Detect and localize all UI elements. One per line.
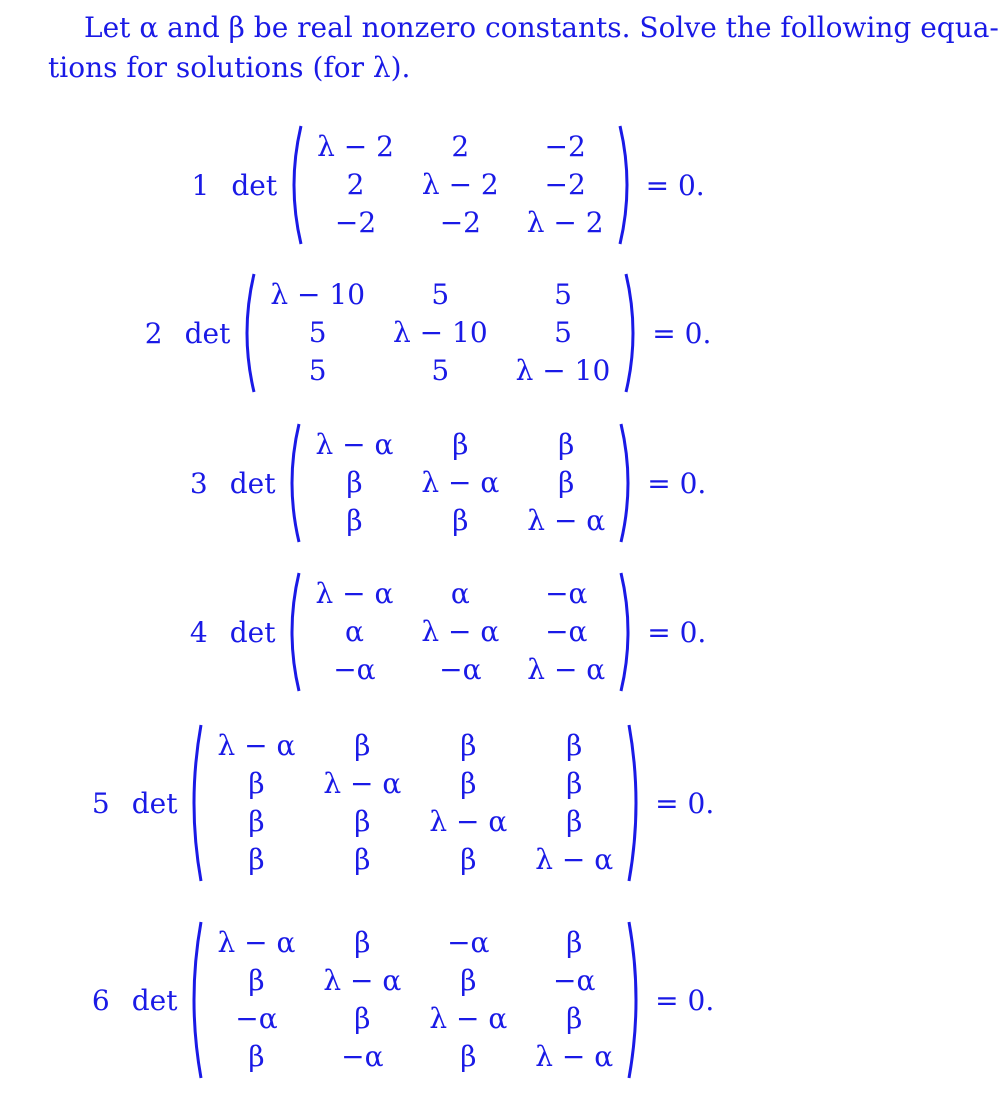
matrix-row	[301, 651, 619, 689]
problem-number: 5	[91, 786, 110, 820]
matrix-entry: λ − α	[315, 577, 394, 610]
matrix-entry: −α	[447, 926, 490, 959]
matrix-entry: β	[558, 466, 575, 499]
matrix-row	[203, 1038, 627, 1076]
matrix-entry: λ − α	[421, 615, 500, 648]
matrix	[256, 276, 624, 390]
matrix-entry: β	[452, 504, 469, 537]
intro-paragraph	[48, 8, 999, 88]
matrix-entry: β	[460, 964, 477, 997]
matrix-entry: β	[346, 504, 363, 537]
left-parenthesis	[185, 723, 203, 883]
equals-zero: = 0.	[652, 316, 712, 350]
matrix-entry: β	[452, 428, 469, 461]
matrix-row	[203, 962, 627, 1000]
matrix-row	[203, 1000, 627, 1038]
matrix-entry: λ − α	[429, 805, 508, 838]
matrix-row	[303, 204, 617, 242]
matrix-row	[303, 128, 617, 166]
matrix-entry: 2	[346, 168, 365, 201]
matrix-entry: β	[460, 767, 477, 800]
matrix-entry: α	[450, 577, 470, 610]
matrix	[301, 426, 619, 540]
matrix-entry: β	[566, 805, 583, 838]
left-parenthesis	[283, 571, 301, 693]
matrix-entry: −2	[439, 206, 481, 239]
det-label: det	[229, 615, 276, 649]
equals-zero: = 0.	[655, 983, 715, 1017]
matrix-entry: β	[566, 729, 583, 762]
equals-zero: = 0.	[655, 786, 715, 820]
matrix-entry: −α	[545, 577, 588, 610]
matrix-entry: −α	[333, 653, 376, 686]
matrix-entry: λ − 2	[317, 130, 394, 163]
matrix-entry: −α	[439, 653, 482, 686]
matrix	[203, 924, 627, 1076]
det-label: det	[184, 316, 231, 350]
left-parenthesis	[285, 124, 303, 246]
matrix-entry: 5	[431, 278, 450, 311]
matrix-entry: 2	[451, 130, 470, 163]
matrix-entry: 5	[431, 354, 450, 387]
right-parenthesis	[619, 422, 637, 544]
problem-number: 2	[144, 316, 163, 350]
det-label: det	[231, 168, 278, 202]
det-label: det	[131, 786, 178, 820]
right-parenthesis	[624, 272, 642, 394]
problem-4	[0, 571, 884, 693]
matrix-row	[256, 276, 624, 314]
equals-zero: = 0.	[647, 615, 707, 649]
det-label: det	[131, 983, 178, 1017]
matrix-entry: λ − α	[535, 1040, 614, 1073]
matrix-entry: λ − 10	[393, 316, 488, 349]
matrix-entry: β	[460, 1040, 477, 1073]
matrix-row	[301, 502, 619, 540]
matrix-row	[256, 314, 624, 352]
left-parenthesis	[238, 272, 256, 394]
matrix-entry: 5	[554, 278, 572, 311]
matrix-entry: −α	[235, 1002, 278, 1035]
matrix-entry: β	[566, 767, 583, 800]
matrix-entry: λ − α	[527, 653, 606, 686]
det-label: det	[229, 466, 276, 500]
matrix-entry: λ − α	[421, 466, 500, 499]
intro-line-1: Let α and β be real nonzero constants. Solve the following equa-	[84, 11, 999, 44]
matrix	[203, 727, 627, 879]
matrix-row	[303, 166, 617, 204]
matrix-row	[256, 352, 624, 390]
matrix	[301, 575, 619, 689]
matrix-entry: β	[460, 729, 477, 762]
matrix-entry: λ − 10	[515, 354, 611, 387]
problem-number: 4	[189, 615, 208, 649]
matrix-row	[301, 613, 619, 651]
problem-1	[0, 124, 884, 246]
matrix-row	[301, 575, 619, 613]
matrix-entry: β	[248, 1040, 265, 1073]
matrix-entry: β	[248, 964, 265, 997]
matrix	[303, 128, 617, 242]
problem-5	[0, 723, 839, 883]
matrix-row	[301, 464, 619, 502]
problem-number: 6	[91, 983, 110, 1017]
intro-line-2: tions for solutions (for λ).	[48, 51, 411, 84]
matrix-entry: β	[248, 843, 265, 876]
matrix-entry: λ − α	[527, 504, 606, 537]
matrix-entry: β	[354, 1002, 371, 1035]
matrix-entry: β	[558, 428, 575, 461]
right-parenthesis	[627, 920, 645, 1080]
problem-number: 1	[191, 168, 210, 202]
right-parenthesis	[627, 723, 645, 883]
matrix-entry: 5	[554, 316, 572, 349]
matrix-entry: λ − 2	[421, 168, 499, 201]
matrix-entry: β	[460, 843, 477, 876]
matrix-entry: λ − α	[217, 926, 296, 959]
matrix-entry: λ − α	[217, 729, 296, 762]
left-parenthesis	[185, 920, 203, 1080]
matrix-entry: β	[346, 466, 363, 499]
matrix-entry: 5	[308, 354, 327, 387]
matrix-entry: β	[354, 729, 371, 762]
matrix-entry: 5	[308, 316, 327, 349]
matrix-entry: β	[566, 926, 583, 959]
matrix-entry: λ − α	[429, 1002, 508, 1035]
matrix-entry: −α	[341, 1040, 384, 1073]
matrix-entry: λ − α	[535, 843, 614, 876]
matrix-entry: λ − 10	[270, 278, 366, 311]
problem-6	[0, 920, 839, 1080]
matrix-row	[301, 426, 619, 464]
matrix-entry: λ − α	[323, 964, 402, 997]
equals-zero: = 0.	[645, 168, 705, 202]
matrix-entry: −2	[544, 168, 586, 201]
matrix-entry: −2	[334, 206, 377, 239]
matrix-entry: α	[344, 615, 364, 648]
equals-zero: = 0.	[647, 466, 707, 500]
problem-number: 3	[189, 466, 208, 500]
left-parenthesis	[283, 422, 301, 544]
matrix-entry: λ − 2	[526, 206, 604, 239]
matrix-entry: λ − α	[323, 767, 402, 800]
matrix-row	[203, 803, 627, 841]
matrix-entry: β	[248, 767, 265, 800]
matrix-entry: β	[354, 926, 371, 959]
matrix-entry: β	[248, 805, 265, 838]
matrix-entry: β	[354, 843, 371, 876]
matrix-entry: −2	[544, 130, 586, 163]
problem-2	[0, 272, 864, 394]
matrix-entry: β	[354, 805, 371, 838]
matrix-row	[203, 765, 627, 803]
right-parenthesis	[619, 571, 637, 693]
matrix-row	[203, 924, 627, 962]
right-parenthesis	[618, 124, 636, 246]
matrix-entry: −α	[545, 615, 588, 648]
matrix-entry: β	[566, 1002, 583, 1035]
matrix-entry: λ − α	[315, 428, 394, 461]
problem-3	[0, 422, 884, 544]
matrix-row	[203, 841, 627, 879]
matrix-row	[203, 727, 627, 765]
matrix-entry: −α	[553, 964, 596, 997]
